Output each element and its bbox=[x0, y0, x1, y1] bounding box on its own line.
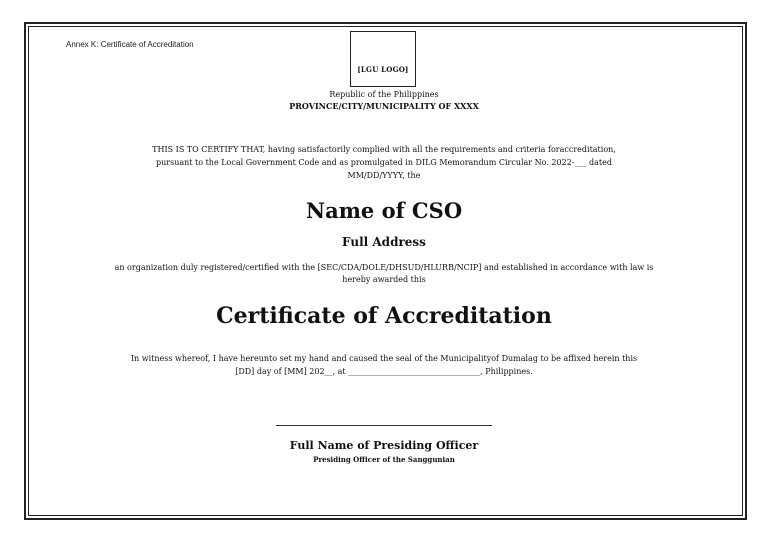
certify-line-1: THIS IS TO CERTIFY THAT, having satisfactorily complied with all the requirements and criteria foraccreditation, bbox=[152, 145, 616, 154]
annex-label: Annex K: Certificate of Accreditation bbox=[66, 40, 194, 49]
signature-line bbox=[276, 425, 492, 426]
certify-paragraph bbox=[30, 143, 738, 182]
cso-name: Name of CSO bbox=[305, 198, 463, 223]
certificate-title: Certificate of Accreditation bbox=[216, 303, 552, 329]
province-heading: PROVINCE/CITY/MUNICIPALITY OF XXXX bbox=[289, 101, 479, 111]
lgu-logo-placeholder bbox=[350, 31, 416, 87]
organization-paragraph bbox=[30, 262, 738, 286]
certify-line-3: MM/DD/YYYY, the bbox=[347, 171, 421, 180]
full-address: Full Address bbox=[342, 235, 426, 249]
presiding-officer-name: Full Name of Presiding Officer bbox=[289, 439, 479, 452]
witness-paragraph bbox=[30, 352, 738, 378]
republic-heading: Republic of the Philippines bbox=[329, 90, 439, 99]
certify-line-2: pursuant to the Local Government Code and as promulgated in DILG Memorandum Circular No. 2022-___ dated bbox=[155, 158, 612, 167]
organization-line-1: an organization duly registered/certified with the [SEC/CDA/DOLE/DHSUD/HLURB/NCIP] and established in accordance with law is bbox=[114, 263, 654, 272]
witness-line-2: [DD] day of [MM] 202__, at _________________________________, Philippines. bbox=[235, 367, 533, 376]
presiding-officer-role: Presiding Officer of the Sanggunian bbox=[313, 455, 455, 464]
organization-line-2: hereby awarded this bbox=[342, 275, 426, 284]
logo-placeholder-text: [LGU LOGO] bbox=[357, 65, 409, 74]
witness-line-1: In witness whereof, I have hereunto set my hand and caused the seal of the Municipalityof Dumalag to be affixed herein this bbox=[130, 354, 638, 363]
